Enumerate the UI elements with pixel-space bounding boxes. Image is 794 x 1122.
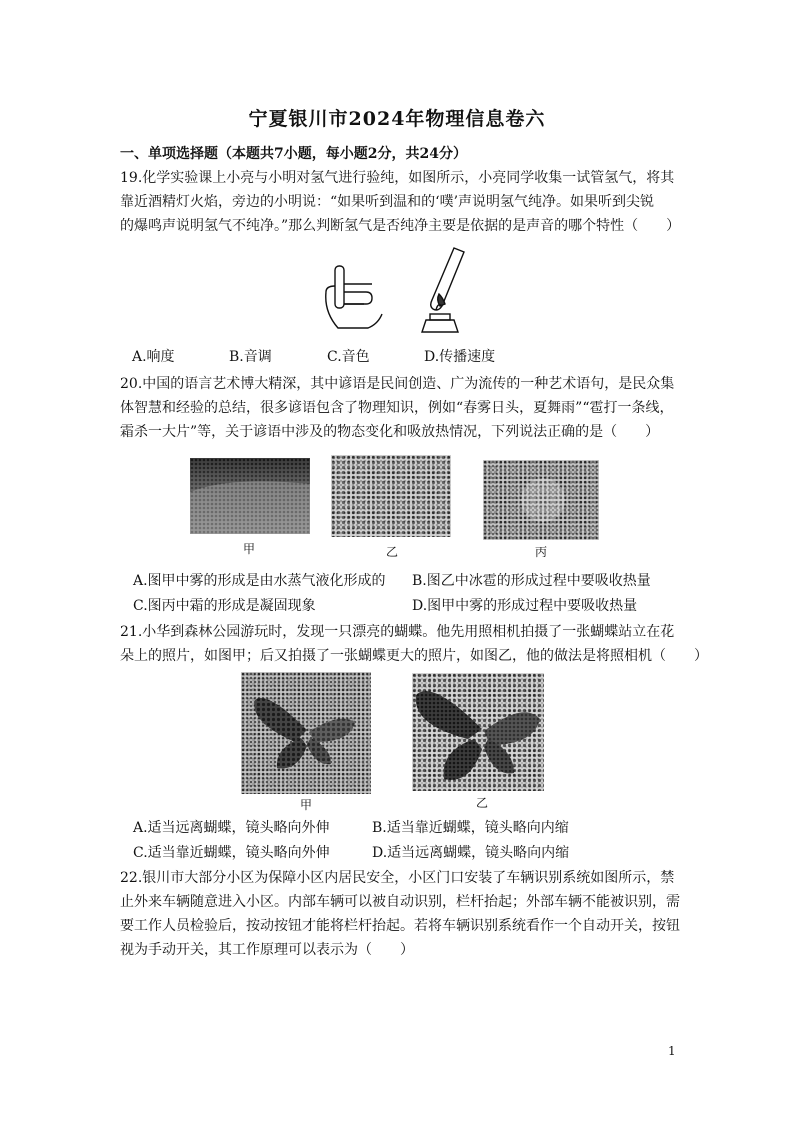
frost-photo [483,460,599,540]
question-20-text [120,372,680,444]
q21-option-a[interactable]: A.适当远离蝴蝶，镜头略向外伸 [133,820,330,836]
section-heading: 一、单项选择题（本题共7小题，每小题2分，共24分） [120,146,467,162]
hail-photo [331,455,451,537]
q21-option-b[interactable]: B.适当靠近蝴蝶，镜头略向内缩 [372,820,569,836]
hydrogen-test-figure [318,244,478,336]
q21-option-d[interactable]: D.适当远离蝴蝶，镜头略向内缩 [372,845,570,861]
butterfly-photo-yi [412,673,544,791]
q22-line: 视为手动开关，其工作原理可以表示为（ ） [120,942,414,958]
question-22-text [120,866,680,962]
page-number: 1 [668,1044,676,1058]
q20-option-a[interactable]: A.图甲中雾的形成是由水蒸气液化形成的 [133,573,386,589]
caption-bing: 丙 [535,545,548,559]
q22-line: 要工作人员检验后，按动按钮才能将栏杆抬起。若将车辆识别系统看作一个自动开关，按钮 [120,918,680,934]
fog-photo [190,458,310,534]
q21-option-c[interactable]: C.适当靠近蝴蝶，镜头略向外伸 [133,845,330,861]
alcohol-lamp-icon [422,248,464,332]
q20-line: 20.中国的语言艺术博大精深，其中谚语是民间创造、广为流传的一种艺术语句，是民众集 [120,376,675,392]
q20-option-d[interactable]: D.图甲中雾的形成过程中要吸收热量 [412,598,638,614]
q19-line: 19.化学实验课上小亮与小明对氢气进行验纯，如图所示，小亮同学收集一试管氢气，将其 [120,170,675,186]
q19-line: 靠近酒精灯火焰，旁边的小明说：“如果听到温和的‘噗’声说明氢气纯净。如果听到尖锐 [120,194,655,210]
q19-option-d[interactable]: D.传播速度 [424,349,496,365]
q22-line: 22.银川市大部分小区为保障小区内居民安全，小区门口安装了车辆识别系统如图所示，禁 [120,870,675,886]
caption-jia: 甲 [300,798,313,812]
q20-line: 霜杀一大片”等，关于谚语中涉及的物态变化和吸放热情况，下列说法正确的是（ ） [120,424,660,440]
caption-yi: 乙 [386,545,399,559]
q19-line: 的爆鸣声说明氢气不纯净。”那么判断氢气是否纯净主要是依据的是声音的哪个特性（ ） [120,218,681,234]
question-21-text [120,620,708,668]
question-19-text [120,166,680,238]
caption-yi: 乙 [476,796,489,810]
q19-option-c[interactable]: C.音色 [327,349,370,365]
hand-with-tube-icon [326,266,382,328]
q21-line: 21.小华到森林公园游玩时，发现一只漂亮的蝴蝶。他先用照相机拍摄了一张蝴蝶站立在花 [120,624,675,640]
q20-option-b[interactable]: B.图乙中冰雹的形成过程中要吸收热量 [412,573,651,589]
q20-line: 体智慧和经验的总结，很多谚语包含了物理知识，例如“春雾日头，夏舞雨”“雹打一条线， [120,400,674,416]
q19-option-b[interactable]: B.音调 [229,349,272,365]
caption-jia: 甲 [243,542,256,556]
q19-option-a[interactable]: A.响度 [132,349,175,365]
q22-line: 止外来车辆随意进入小区。内部车辆可以被自动识别，栏杆抬起；外部车辆不能被识别，需 [120,894,680,910]
butterfly-photo-jia [241,672,371,794]
q21-line: 朵上的照片，如图甲；后又拍摄了一张蝴蝶更大的照片，如图乙，他的做法是将照相机（ ） [120,648,708,664]
page-title: 宁夏银川市2024年物理信息卷六 [248,108,546,130]
q20-option-c[interactable]: C.图丙中霜的形成是凝固现象 [133,598,316,614]
